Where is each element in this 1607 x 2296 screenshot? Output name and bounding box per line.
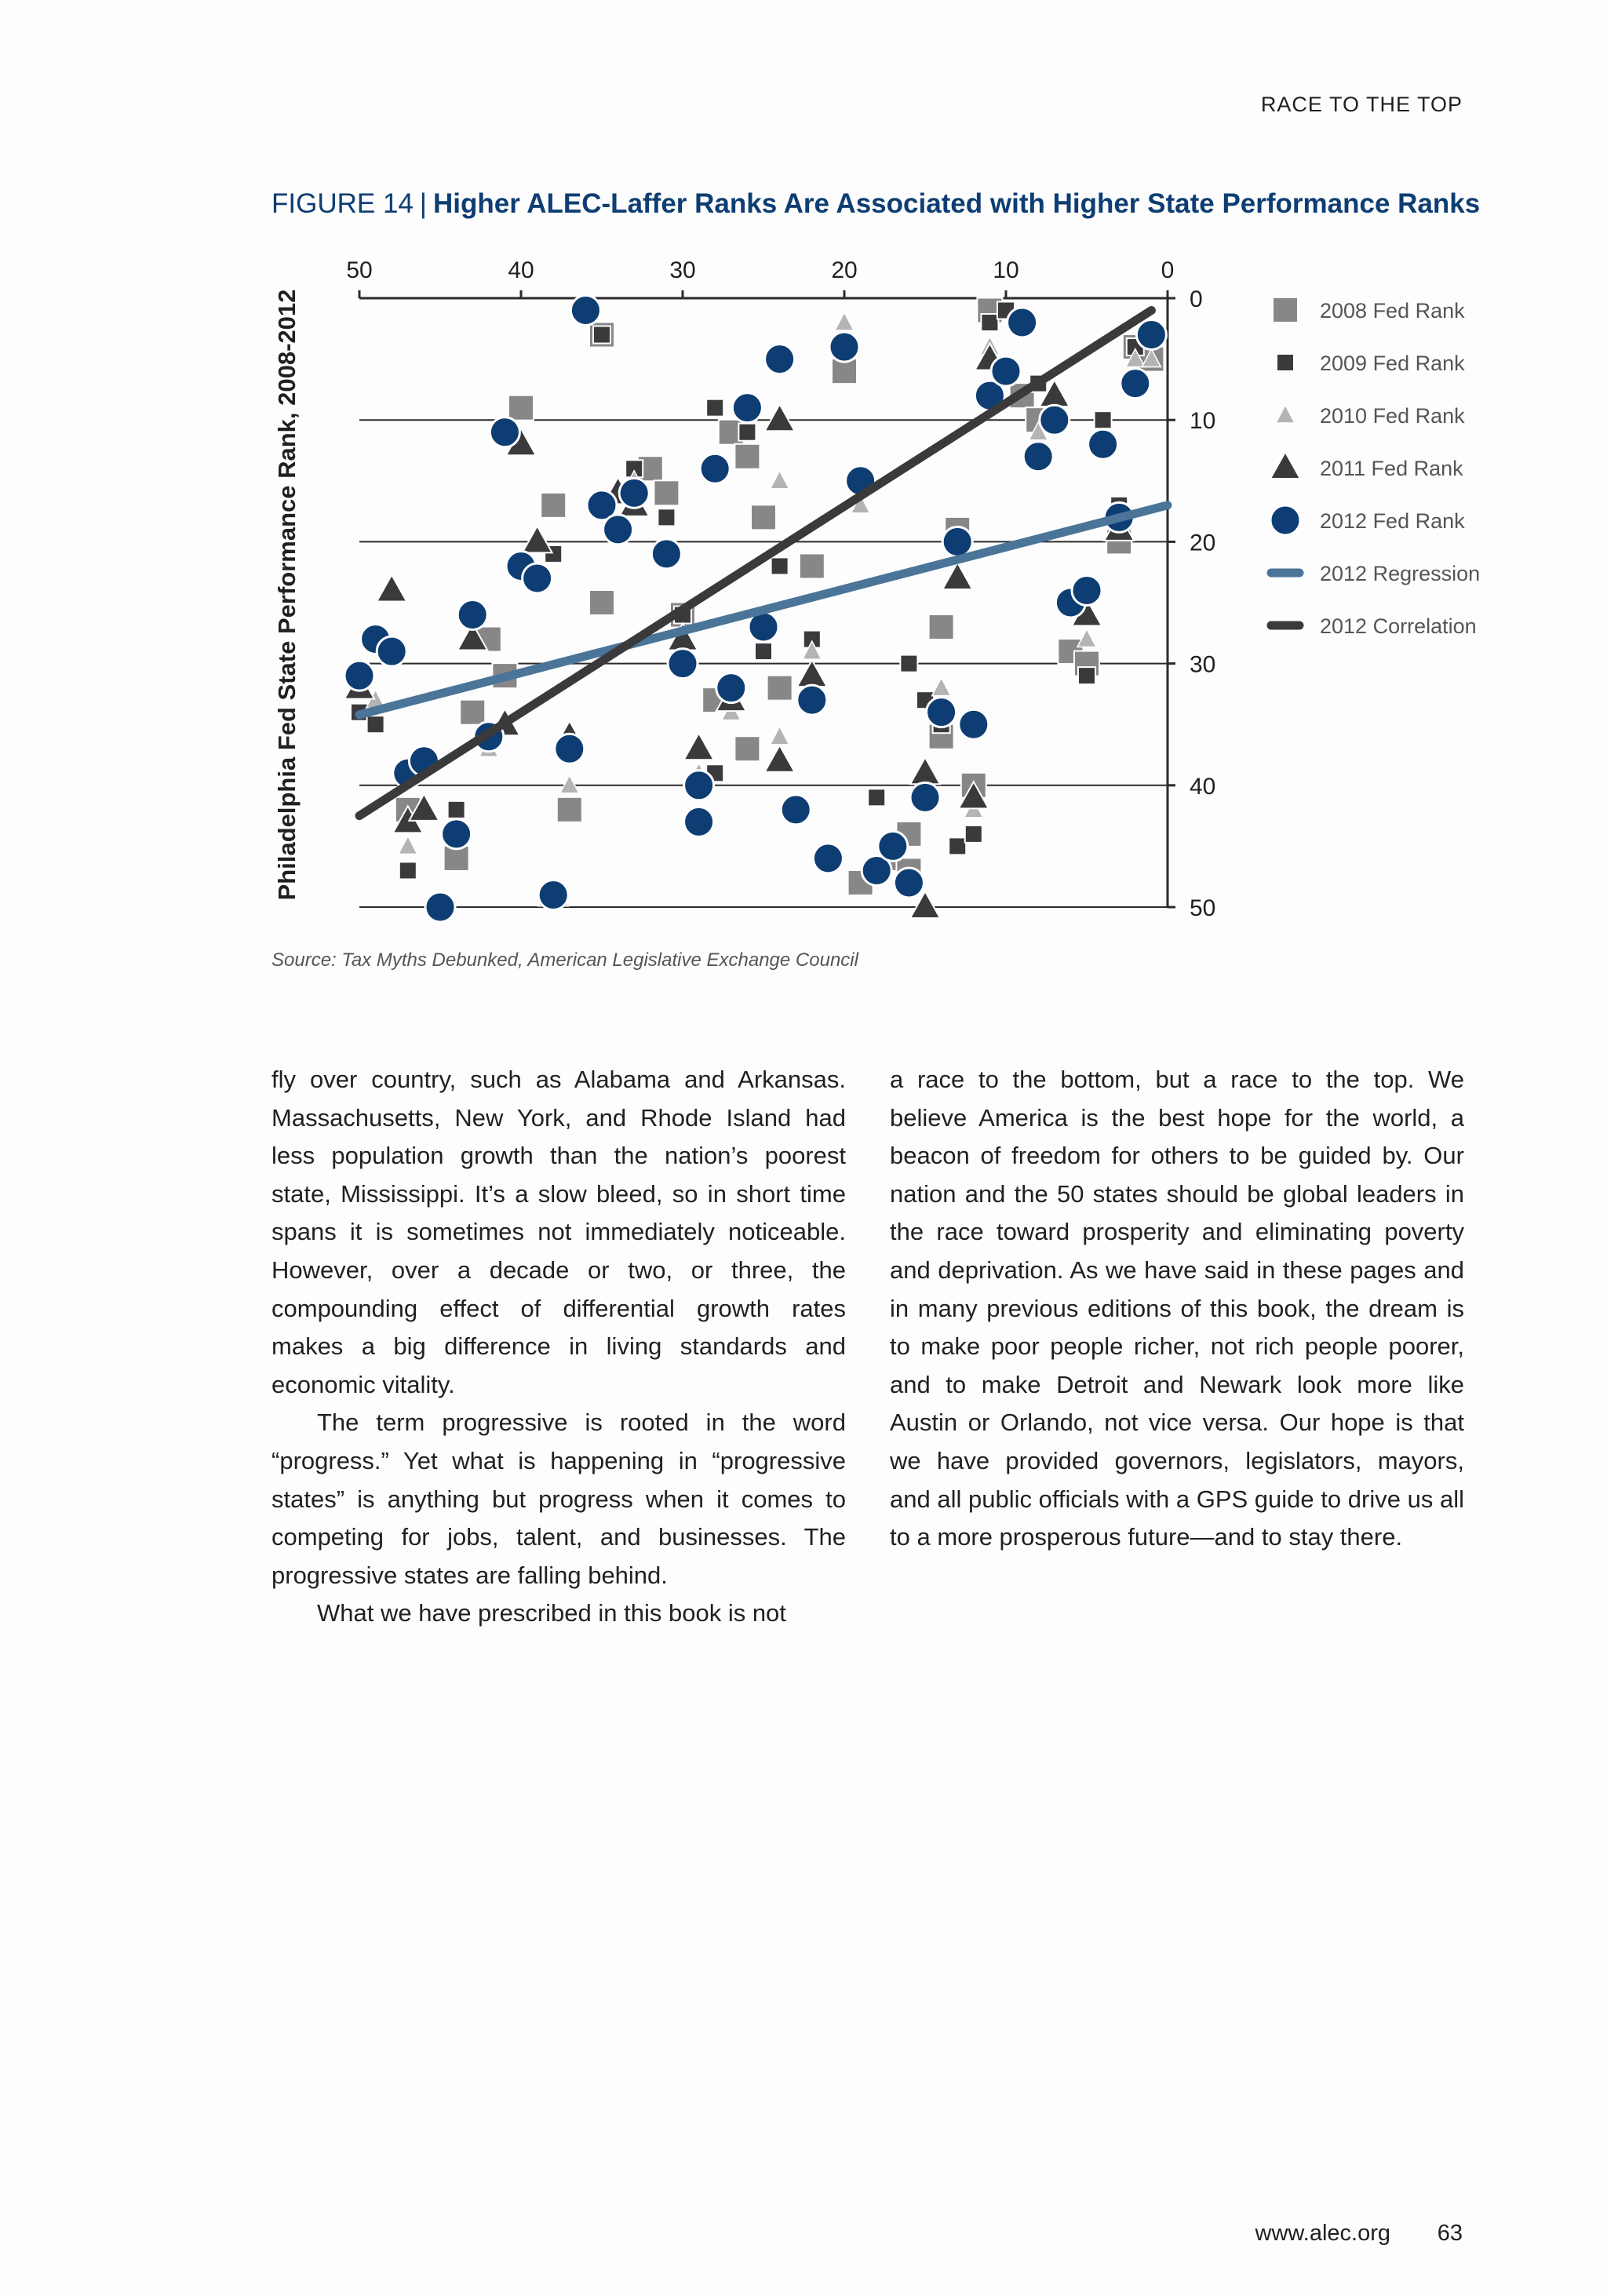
body-column-left (271, 1061, 846, 1633)
fed2009-point (771, 557, 789, 574)
figure-separator: | (419, 188, 427, 219)
fed2012-point (555, 734, 585, 764)
fed2012-point (732, 393, 762, 423)
fed2009-point (1078, 667, 1095, 684)
fed2012-point (797, 685, 827, 715)
fed2009-point (981, 314, 998, 331)
fed2012-point (1136, 320, 1166, 350)
fed2009-point (965, 825, 982, 843)
x-tick-label: 40 (508, 257, 534, 283)
fed2012-point (1008, 308, 1037, 337)
fed2009-point (949, 837, 966, 855)
fed2009-point (738, 424, 756, 441)
legend-label: 2012 Correlation (1320, 614, 1477, 638)
x-tick-label: 30 (669, 257, 696, 283)
fed2012-point (765, 344, 795, 374)
fed2008-point (767, 676, 793, 701)
fed2012-point (490, 417, 519, 447)
fed2009-point (658, 508, 675, 526)
footer-website: www.alec.org (1255, 2221, 1390, 2246)
fed2012-point (716, 673, 746, 703)
fed2009-point (755, 643, 772, 660)
legend-swatch (1270, 452, 1300, 479)
paragraph-left-1: fly over country, such as Alabama and Arkansas. Massachusetts, New York, and Rhode Island had less population growth than the nation’s poorest state, Mississippi. It’s a slow bleed, so in short time spans it is sometimes not immediately noticeable. However, over a decade or two, or three, the compounding effect of differential growth rates makes a big difference in living standards and economic vitality. (271, 1066, 846, 1398)
fed2012-point (813, 844, 843, 873)
fed2008-point (734, 736, 760, 761)
fed2012-point (894, 868, 924, 898)
fed2010-point (932, 678, 951, 696)
grid-lines (359, 420, 1168, 907)
fed2012-point (829, 332, 859, 362)
legend-label: 2008 Fed Rank (1320, 299, 1465, 323)
fed2012-point (942, 527, 972, 556)
fed2008-point (800, 553, 825, 578)
fed2012-point (523, 563, 552, 593)
fed2012-point (570, 296, 600, 326)
fed2008-point (654, 480, 679, 505)
scatter-chart (259, 235, 1483, 926)
paragraph-left-3: What we have prescribed in this book is not (317, 1599, 786, 1627)
fed2008-point (734, 444, 760, 469)
legend-label: 2012 Regression (1320, 562, 1481, 585)
fed2008-point (929, 614, 954, 640)
figure-source: Source: Tax Myths Debunked, American Legislative Exchange Council (271, 949, 858, 971)
fed2010-point (835, 312, 854, 330)
fed2010-point (560, 775, 579, 793)
x-tick-label: 50 (346, 257, 373, 283)
fed2012-point (878, 831, 908, 861)
y-tick-label: 30 (1190, 651, 1216, 678)
legend-label: 2011 Fed Rank (1320, 457, 1463, 480)
fed2009-point (868, 789, 885, 806)
fed2008-point (557, 797, 582, 822)
legend-swatch (1273, 297, 1298, 323)
fed2010-point (771, 471, 789, 489)
fed2011-point (910, 757, 940, 784)
y-axis-title: Philadelphia Fed State Performance Rank, 2008-2012 (273, 289, 301, 901)
legend-item-correlation (1271, 614, 1477, 638)
legend-item-regression (1271, 562, 1480, 585)
fed2009-point (448, 801, 465, 818)
fed2012-point (344, 661, 374, 691)
fed2012-point (457, 600, 487, 630)
fed2009-point (399, 862, 417, 879)
fed2012-point (700, 454, 730, 483)
y-tick-label: 20 (1190, 530, 1216, 556)
footer-page-number: 63 (1437, 2221, 1463, 2246)
legend-item-fed2011 (1270, 452, 1463, 480)
fed2012-point (1121, 369, 1150, 399)
paragraph-right-1: a race to the bottom, but a race to the top. We believe America is the best hope for the world, a beacon of freedom for others to be guided by. Our nation and the 50 states should be global leaders in the race toward prosperity and eliminating poverty and deprivation. As we have said in these pages and in many previous editions of this book, the dream is to make poor people richer, not rich people poorer, and to make Detroit and Newark look more like Austin or Orlando, not vice versa. Our hope is that we have provided governors, legislators, mayors, and all public officials with a GPS guide to drive us all to a more prosperous future—and to stay there. (890, 1066, 1464, 1551)
legend-item-fed2012 (1270, 505, 1465, 535)
legend-swatch (1276, 405, 1295, 423)
fed2009-point (900, 655, 917, 672)
fed2009-point (593, 326, 610, 344)
fed2010-point (399, 836, 417, 854)
running-head: RACE TO THE TOP (1260, 93, 1463, 116)
fed2012-point (619, 478, 649, 508)
y-tick-label: 40 (1190, 773, 1216, 800)
legend-label: 2010 Fed Rank (1320, 404, 1465, 428)
fed2012-point (538, 880, 568, 909)
fed2011-point (765, 745, 795, 772)
y-tick-label: 50 (1190, 895, 1216, 921)
y-tick-label: 0 (1190, 286, 1203, 312)
fed2008-point (589, 590, 614, 615)
fed2012-point (959, 709, 989, 739)
fed2012-point (927, 698, 957, 727)
fed2012-point (668, 649, 698, 679)
legend-item-fed2010 (1276, 404, 1465, 428)
fed2008-point (508, 395, 534, 421)
figure-title (271, 188, 1481, 220)
fed2011-point (377, 574, 406, 601)
fed2012-point (1040, 405, 1070, 435)
paragraph-left-2: The term progressive is rooted in the word “progress.” Yet what is happening in “progressive states” is anything but progress when it comes to competing for jobs, talent, and businesses. The progressive states are falling behind. (271, 1409, 846, 1589)
fed2012-point (991, 356, 1021, 386)
fed2012-point (442, 819, 472, 849)
legend-item-fed2008 (1273, 297, 1465, 323)
fed2008-point (751, 505, 776, 530)
x-tick-label: 10 (993, 257, 1019, 283)
fed2011-point (684, 733, 714, 760)
fed2012-point (377, 636, 406, 666)
legend (1270, 297, 1480, 638)
fed2011-point (523, 526, 552, 552)
y-tick-label: 10 (1190, 408, 1216, 435)
fed2012-point (781, 795, 811, 825)
legend-label: 2009 Fed Rank (1320, 352, 1465, 375)
fed2008-point (460, 700, 485, 725)
fed2012-point (651, 539, 681, 569)
fed2009-point (1095, 411, 1112, 428)
fed2012-point (684, 771, 714, 800)
fed2012-point (1088, 429, 1118, 459)
fed2009-point (706, 399, 723, 417)
fed2012-point (1072, 575, 1102, 605)
fed2008-point (541, 493, 566, 518)
fed2010-point (1077, 629, 1096, 647)
fed2012-point (1023, 442, 1053, 472)
fed2012-point (910, 782, 940, 812)
fed2012-point (684, 807, 714, 836)
figure-heading: Higher ALEC-Laffer Ranks Are Associated with Higher State Performance Ranks (432, 188, 1481, 219)
x-tick-label: 20 (831, 257, 858, 283)
figure-label: FIGURE 14 (271, 188, 414, 219)
x-tick-label: 0 (1161, 257, 1175, 283)
fed2012-point (425, 892, 455, 922)
fed2011-point (765, 404, 795, 431)
fed2012-point (603, 515, 633, 545)
legend-item-fed2009 (1277, 352, 1465, 375)
body-column-right (890, 1061, 1464, 1557)
fed2009-point (367, 716, 384, 733)
fed2010-point (771, 727, 789, 745)
legend-swatch (1270, 505, 1300, 535)
legend-swatch (1277, 354, 1294, 371)
legend-label: 2012 Fed Rank (1320, 509, 1465, 533)
